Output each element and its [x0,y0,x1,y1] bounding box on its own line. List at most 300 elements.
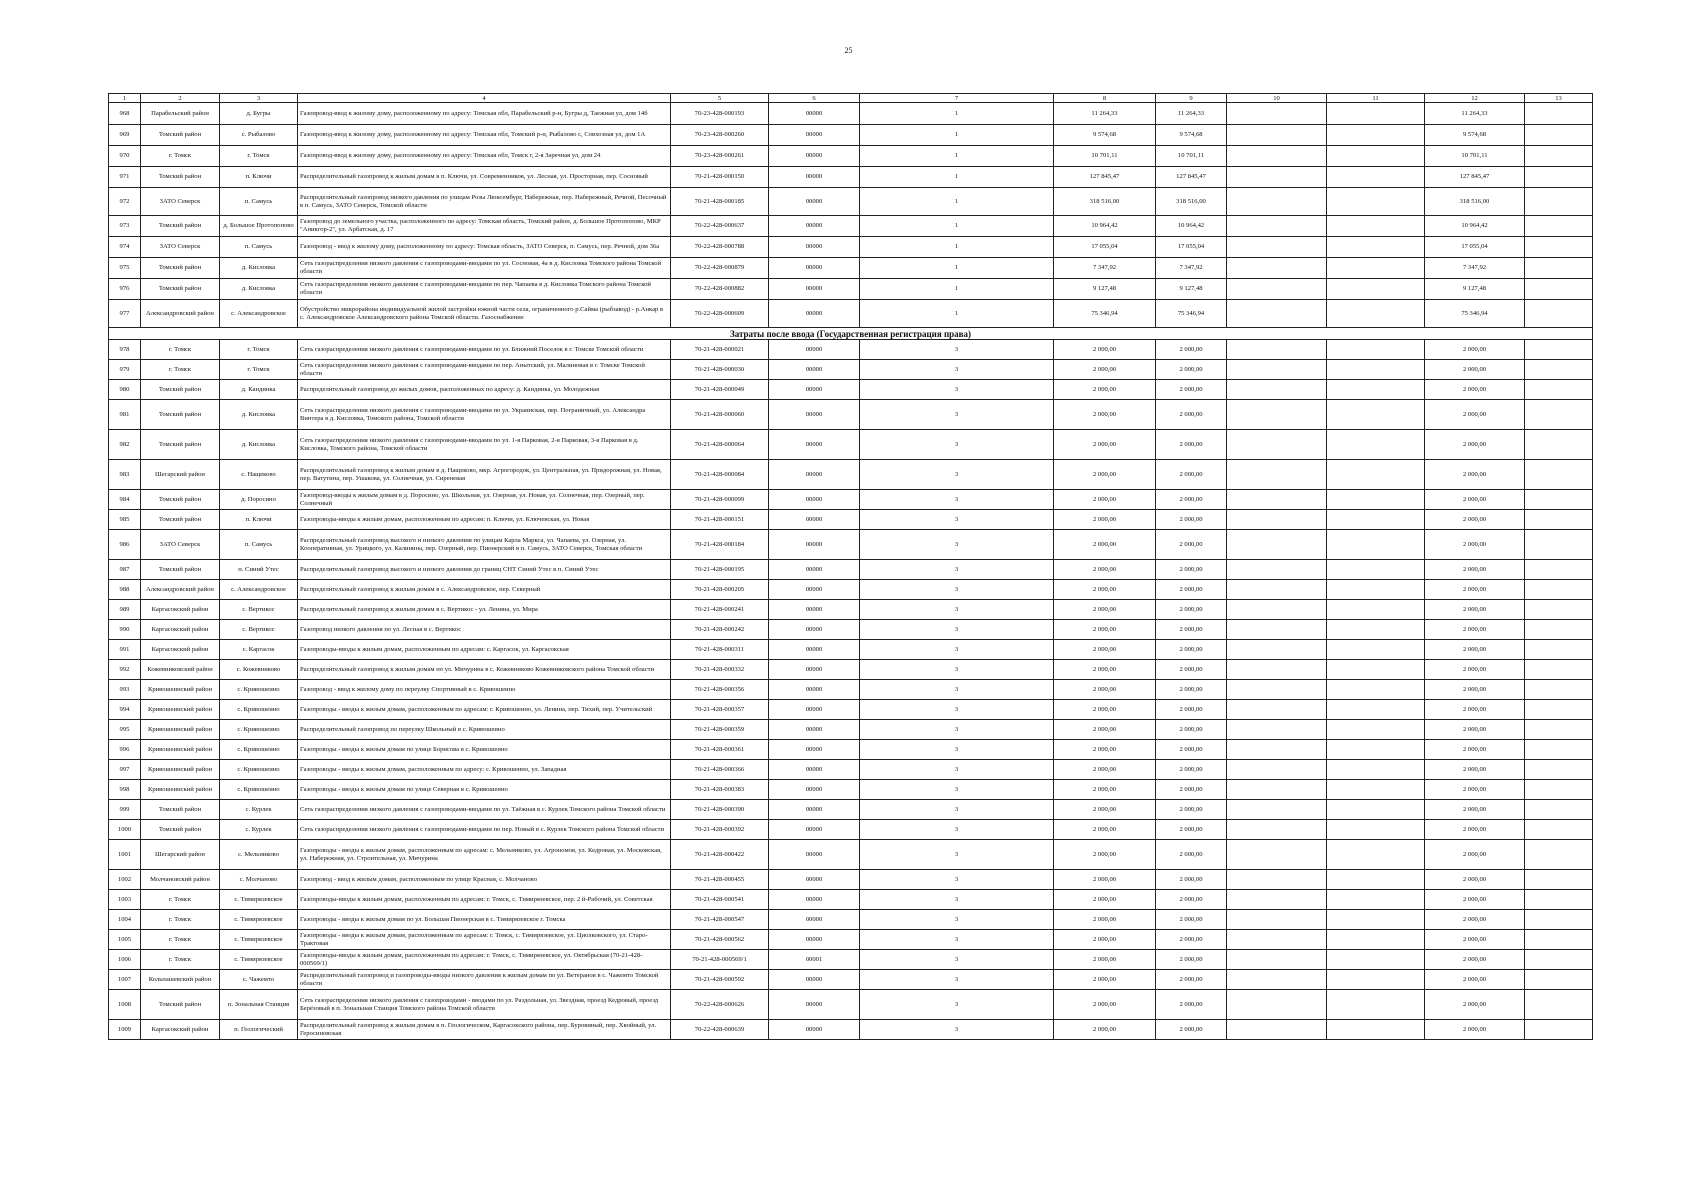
district: Томский район [141,400,220,430]
object-description: Обустройство микрорайона индивидуальной жилой застройки южной части села, ограниченного р.Сайма (рыбзавод) - р.Анкар в с. Александровское Александровского района Томской области. Газоснабжение [298,300,671,328]
object-description: Сеть газораспределения низкого давления с газопроводами-вводами по ул. Таёжная в с. Курлек Томского района Томской области [298,800,671,820]
col-10 [1227,216,1327,237]
col-8: 2 000,00 [1054,360,1156,380]
col-11 [1327,167,1425,188]
object-description: Сеть газораспределения низкого давления с газопроводами - вводами по ул. Раздольная, ул. Звездная, проезд Кедровый, проезд Берёзовый в п. Зональная Станция Томского района Томской области [298,990,671,1020]
col-12: 2 000,00 [1425,990,1525,1020]
settlement: п. Геологический [220,1020,298,1040]
col-10 [1227,1020,1327,1040]
district: г. Томск [141,146,220,167]
col-8: 2 000,00 [1054,930,1156,950]
col-7: 1 [860,237,1054,258]
col-9: 10 964,42 [1156,216,1227,237]
district: Каргасокский район [141,600,220,620]
settlement: г. Томск [220,360,298,380]
col-13 [1525,820,1593,840]
object-description: Газопроводы - вводы к жилым домам по улице Северная в с. Кривошеино [298,780,671,800]
col-13 [1525,890,1593,910]
col-12: 2 000,00 [1425,620,1525,640]
col-10 [1227,560,1327,580]
column-number: 1 [109,94,141,103]
settlement: с. Каргасок [220,640,298,660]
col-10 [1227,990,1327,1020]
settlement: д. Поросино [220,490,298,510]
col-7: 3 [860,460,1054,490]
col-13 [1525,580,1593,600]
col-7: 1 [860,258,1054,279]
cadastral-code: 70-21-428-000049 [671,380,769,400]
col-11 [1327,820,1425,840]
col-8: 10 964,42 [1054,216,1156,237]
settlement: с. Тимирязевское [220,910,298,930]
row-number: 983 [109,460,141,490]
col-9: 11 264,33 [1156,103,1227,125]
col-11 [1327,760,1425,780]
col-7: 3 [860,510,1054,530]
col-9: 2 000,00 [1156,950,1227,970]
col-10 [1227,258,1327,279]
district: Томский район [141,258,220,279]
col-6: 00000 [769,430,860,460]
row-number: 973 [109,216,141,237]
col-10 [1227,380,1327,400]
object-description: Сеть газораспределения низкого давления с газопроводами-вводами по пер. Чапаева в д. Кисловка Томского района Томской области [298,279,671,300]
settlement: п. Ключи [220,510,298,530]
district: ЗАТО Северск [141,188,220,216]
table-row [109,580,1593,600]
col-10 [1227,700,1327,720]
column-number: 5 [671,94,769,103]
col-13 [1525,660,1593,680]
table-row [109,930,1593,950]
district: Каргасокский район [141,640,220,660]
col-6: 00000 [769,1020,860,1040]
cadastral-code: 70-22-428-000879 [671,258,769,279]
table-row [109,258,1593,279]
district: Парабельский район [141,103,220,125]
cadastral-code: 70-22-428-000788 [671,237,769,258]
settlement: д. Бугры [220,103,298,125]
settlement: с. Курлек [220,800,298,820]
col-7: 1 [860,125,1054,146]
settlement: с. Кожевниково [220,660,298,680]
district: Кривошеинский район [141,680,220,700]
col-10 [1227,930,1327,950]
col-9: 127 845,47 [1156,167,1227,188]
col-8: 2 000,00 [1054,530,1156,560]
col-9: 2 000,00 [1156,930,1227,950]
col-11 [1327,950,1425,970]
settlement: с. Александровское [220,300,298,328]
col-13 [1525,300,1593,328]
district: Шегарский район [141,460,220,490]
col-6: 00000 [769,258,860,279]
district: Томский район [141,800,220,820]
table-row [109,125,1593,146]
col-6: 00000 [769,300,860,328]
column-number: 10 [1227,94,1327,103]
col-8: 2 000,00 [1054,660,1156,680]
col-7: 3 [860,680,1054,700]
row-number: 1009 [109,1020,141,1040]
col-9: 2 000,00 [1156,840,1227,870]
col-10 [1227,125,1327,146]
row-number: 1004 [109,910,141,930]
row-number: 989 [109,600,141,620]
col-9: 2 000,00 [1156,910,1227,930]
col-12: 2 000,00 [1425,970,1525,990]
settlement: п. Ключи [220,167,298,188]
table-row [109,720,1593,740]
col-11 [1327,780,1425,800]
table-row [109,680,1593,700]
col-9: 2 000,00 [1156,600,1227,620]
col-11 [1327,890,1425,910]
district: г. Томск [141,340,220,360]
col-9: 2 000,00 [1156,990,1227,1020]
col-11 [1327,279,1425,300]
col-12: 10 701,11 [1425,146,1525,167]
col-13 [1525,760,1593,780]
col-8: 2 000,00 [1054,620,1156,640]
col-11 [1327,490,1425,510]
col-11 [1327,360,1425,380]
col-7: 3 [860,360,1054,380]
col-13 [1525,430,1593,460]
object-description: Газопроводы-вводы к жилым домам, расположенным по адресам: г. Томск, с. Тимирязевское, ул. Октябрьская (70-21-428-000569/1) [298,950,671,970]
object-description: Газопровод-ввод к жилому дому, расположенному по адресу: Томская обл, Томск г, 2-я Заречная ул, дом 24 [298,146,671,167]
col-9: 2 000,00 [1156,460,1227,490]
district: Томский район [141,820,220,840]
col-10 [1227,950,1327,970]
col-11 [1327,560,1425,580]
col-13 [1525,103,1593,125]
col-6: 00000 [769,146,860,167]
col-12: 2 000,00 [1425,380,1525,400]
col-13 [1525,380,1593,400]
col-11 [1327,700,1425,720]
row-number: 1006 [109,950,141,970]
section-title: Затраты после ввода (Государственная регистрация права) [109,328,1593,340]
district: Шегарский район [141,840,220,870]
table-row [109,840,1593,870]
cadastral-code: 70-21-428-000541 [671,890,769,910]
col-13 [1525,620,1593,640]
settlement: г. Томск [220,146,298,167]
col-13 [1525,910,1593,930]
row-number: 981 [109,400,141,430]
col-11 [1327,600,1425,620]
table-row [109,103,1593,125]
col-7: 1 [860,146,1054,167]
table-row [109,780,1593,800]
col-7: 3 [860,950,1054,970]
table-row [109,800,1593,820]
col-13 [1525,279,1593,300]
table-row [109,1020,1593,1040]
col-6: 00000 [769,560,860,580]
row-number: 974 [109,237,141,258]
settlement: с. Вертикос [220,600,298,620]
col-9: 2 000,00 [1156,430,1227,460]
col-12: 2 000,00 [1425,740,1525,760]
col-13 [1525,460,1593,490]
settlement: с. Мельниково [220,840,298,870]
object-description: Распределительный газопровод до жилых домов, расположенных по адресу: д. Кандинка, ул. Молодежная [298,380,671,400]
cadastral-code: 70-21-428-000356 [671,680,769,700]
col-12: 2 000,00 [1425,800,1525,820]
col-6: 00000 [769,910,860,930]
cadastral-code: 70-21-428-000242 [671,620,769,640]
col-12: 2 000,00 [1425,780,1525,800]
settlement: д. Большое Протопопово [220,216,298,237]
table-row [109,237,1593,258]
cadastral-code: 70-21-428-000359 [671,720,769,740]
col-7: 3 [860,430,1054,460]
col-8: 2 000,00 [1054,510,1156,530]
column-number: 6 [769,94,860,103]
col-9: 17 055,04 [1156,237,1227,258]
col-6: 00000 [769,580,860,600]
col-12: 17 055,04 [1425,237,1525,258]
object-description: Сеть газораспределения низкого давления с газопроводами-вводами по пер. Новый в с. Курлек Томского района Томской области [298,820,671,840]
object-description: Газопровод - ввод к жилому дому по переулку Спортивный в с. Кривошеино [298,680,671,700]
row-number: 1003 [109,890,141,910]
col-10 [1227,680,1327,700]
col-12: 2 000,00 [1425,580,1525,600]
col-11 [1327,460,1425,490]
col-11 [1327,340,1425,360]
settlement: с. Молчаново [220,870,298,890]
district: Томский район [141,279,220,300]
object-description: Газопровод-ввод к жилому дому, расположенному по адресу: Томская обл, Парабельский р-н, Бугры д, Таежная ул, дом 14б [298,103,671,125]
row-number: 980 [109,380,141,400]
col-11 [1327,400,1425,430]
row-number: 1008 [109,990,141,1020]
col-11 [1327,720,1425,740]
col-6: 00000 [769,380,860,400]
settlement: д. Кисловка [220,279,298,300]
row-number: 986 [109,530,141,560]
cadastral-code: 70-21-428-000185 [671,188,769,216]
col-8: 2 000,00 [1054,430,1156,460]
col-13 [1525,510,1593,530]
col-8: 2 000,00 [1054,990,1156,1020]
row-number: 998 [109,780,141,800]
table-row [109,400,1593,430]
object-description: Газопроводы - вводы к жилым домам по ул. Большая Пионерская в с. Тимирязевское г. Томска [298,910,671,930]
col-12: 2 000,00 [1425,460,1525,490]
col-7: 3 [860,930,1054,950]
col-13 [1525,680,1593,700]
col-8: 10 701,11 [1054,146,1156,167]
table-row [109,640,1593,660]
col-12: 2 000,00 [1425,700,1525,720]
col-8: 2 000,00 [1054,680,1156,700]
col-13 [1525,930,1593,950]
table-row [109,700,1593,720]
row-number: 975 [109,258,141,279]
cadastral-code: 70-21-428-000390 [671,800,769,820]
col-6: 00000 [769,216,860,237]
table-row [109,560,1593,580]
col-12: 2 000,00 [1425,560,1525,580]
settlement: д. Кисловка [220,430,298,460]
column-number: 2 [141,94,220,103]
settlement: д. Кисловка [220,258,298,279]
col-7: 1 [860,300,1054,328]
col-8: 11 264,33 [1054,103,1156,125]
col-6: 00000 [769,460,860,490]
settlement: с. Чажемто [220,970,298,990]
object-description: Газопроводы - вводы к жилым домам, расположенным по адресам: г. Томск, с. Тимирязевское, ул. Циолковского, ул. Старо-Трактовая [298,930,671,950]
col-13 [1525,216,1593,237]
row-number: 990 [109,620,141,640]
col-13 [1525,800,1593,820]
col-7: 3 [860,600,1054,620]
col-11 [1327,300,1425,328]
col-8: 2 000,00 [1054,560,1156,580]
col-10 [1227,167,1327,188]
col-6: 00000 [769,780,860,800]
row-number: 968 [109,103,141,125]
col-7: 3 [860,720,1054,740]
col-8: 9 127,48 [1054,279,1156,300]
col-12: 2 000,00 [1425,640,1525,660]
col-13 [1525,640,1593,660]
table-row [109,340,1593,360]
col-8: 2 000,00 [1054,400,1156,430]
col-8: 2 000,00 [1054,760,1156,780]
row-number: 1005 [109,930,141,950]
cadastral-code: 70-21-428-000547 [671,910,769,930]
cadastral-code: 70-21-428-000311 [671,640,769,660]
col-6: 00000 [769,970,860,990]
col-13 [1525,530,1593,560]
table-row [109,660,1593,680]
district: Томский район [141,380,220,400]
object-description: Сеть газораспределения низкого давления с газопроводами-вводами по ул. 1-я Парковая, 2-я Парковая, 3-я Парковая в д. Кисловка, Томского района, Томской области [298,430,671,460]
row-number: 979 [109,360,141,380]
col-12: 9 127,48 [1425,279,1525,300]
table-row [109,490,1593,510]
row-number: 997 [109,760,141,780]
col-8: 2 000,00 [1054,380,1156,400]
district: Александровский район [141,580,220,600]
col-7: 3 [860,340,1054,360]
col-13 [1525,600,1593,620]
col-9: 2 000,00 [1156,490,1227,510]
cadastral-code: 70-23-428-000261 [671,146,769,167]
object-description: Газопровод низкого давления по ул. Лесная в с. Вертикос [298,620,671,640]
col-11 [1327,580,1425,600]
col-12: 2 000,00 [1425,760,1525,780]
col-11 [1327,125,1425,146]
col-9: 2 000,00 [1156,510,1227,530]
col-10 [1227,279,1327,300]
cadastral-code: 70-21-428-000195 [671,560,769,580]
col-6: 00000 [769,125,860,146]
row-number: 976 [109,279,141,300]
cadastral-code: 70-22-428-000609 [671,300,769,328]
col-13 [1525,970,1593,990]
table-row [109,820,1593,840]
col-10 [1227,340,1327,360]
page-number: 25 [844,46,853,55]
settlement: с. Тимирязевское [220,930,298,950]
col-8: 2 000,00 [1054,890,1156,910]
col-10 [1227,620,1327,640]
col-9: 2 000,00 [1156,760,1227,780]
col-7: 3 [860,380,1054,400]
col-9: 2 000,00 [1156,700,1227,720]
col-6: 00000 [769,700,860,720]
col-8: 2 000,00 [1054,820,1156,840]
table-row [109,430,1593,460]
district: г. Томск [141,910,220,930]
object-description: Газопроводы - вводы к жилым домам, расположенным по адресам: г. Кривошеино, ул. Ленина, пер. Тихий, пер. Учительский [298,700,671,720]
assets-table [108,93,1593,1040]
column-number: 9 [1156,94,1227,103]
col-7: 3 [860,970,1054,990]
column-number-row [109,94,1593,103]
col-8: 318 516,00 [1054,188,1156,216]
district: Кривошеинский район [141,700,220,720]
col-6: 00000 [769,490,860,510]
col-9: 2 000,00 [1156,360,1227,380]
district: г. Томск [141,360,220,380]
col-9: 2 000,00 [1156,890,1227,910]
col-6: 00000 [769,820,860,840]
col-7: 3 [860,740,1054,760]
col-6: 00000 [769,720,860,740]
col-9: 10 701,11 [1156,146,1227,167]
cadastral-code: 70-21-428-000150 [671,167,769,188]
col-8: 2 000,00 [1054,1020,1156,1040]
col-13 [1525,720,1593,740]
col-6: 00000 [769,620,860,640]
table-row [109,380,1593,400]
row-number: 999 [109,800,141,820]
col-11 [1327,430,1425,460]
col-8: 2 000,00 [1054,780,1156,800]
col-13 [1525,237,1593,258]
object-description: Газопровод-ввод к жилому дому, расположенному по адресу: Томская обл, Томский р-н, Рыбалово с, Совхозная ул, дом 1А [298,125,671,146]
district: Молчановский район [141,870,220,890]
col-12: 127 845,47 [1425,167,1525,188]
row-number: 1001 [109,840,141,870]
col-9: 2 000,00 [1156,820,1227,840]
col-7: 3 [860,760,1054,780]
district: Александровский район [141,300,220,328]
col-10 [1227,800,1327,820]
col-11 [1327,258,1425,279]
col-8: 75 346,94 [1054,300,1156,328]
col-6: 00000 [769,930,860,950]
cadastral-code: 70-21-428-000064 [671,430,769,460]
col-11 [1327,103,1425,125]
object-description: Газопровод-вводы к жилым домам в д. Поросино, ул. Школьная, ул. Озерная, ул. Новая, ул. Солнечная, пер. Озерный, пер. Солнечный [298,490,671,510]
column-number: 12 [1425,94,1525,103]
col-10 [1227,840,1327,870]
col-9: 2 000,00 [1156,530,1227,560]
settlement: п. Зональная Станция [220,990,298,1020]
object-description: Сеть газораспределения низкого давления с газопроводами-вводами по пер. Анытский, ул. Малиновая в г. Томске Томской области [298,360,671,380]
col-9: 2 000,00 [1156,400,1227,430]
object-description: Распределительный газопровод низкого давления по улицам Розы Люксембург, Набережная, пер. Набережный, Речной, Песочный в п. Самусь, ЗАТО Северск, Томской области [298,188,671,216]
col-12: 2 000,00 [1425,1020,1525,1040]
col-6: 00000 [769,400,860,430]
